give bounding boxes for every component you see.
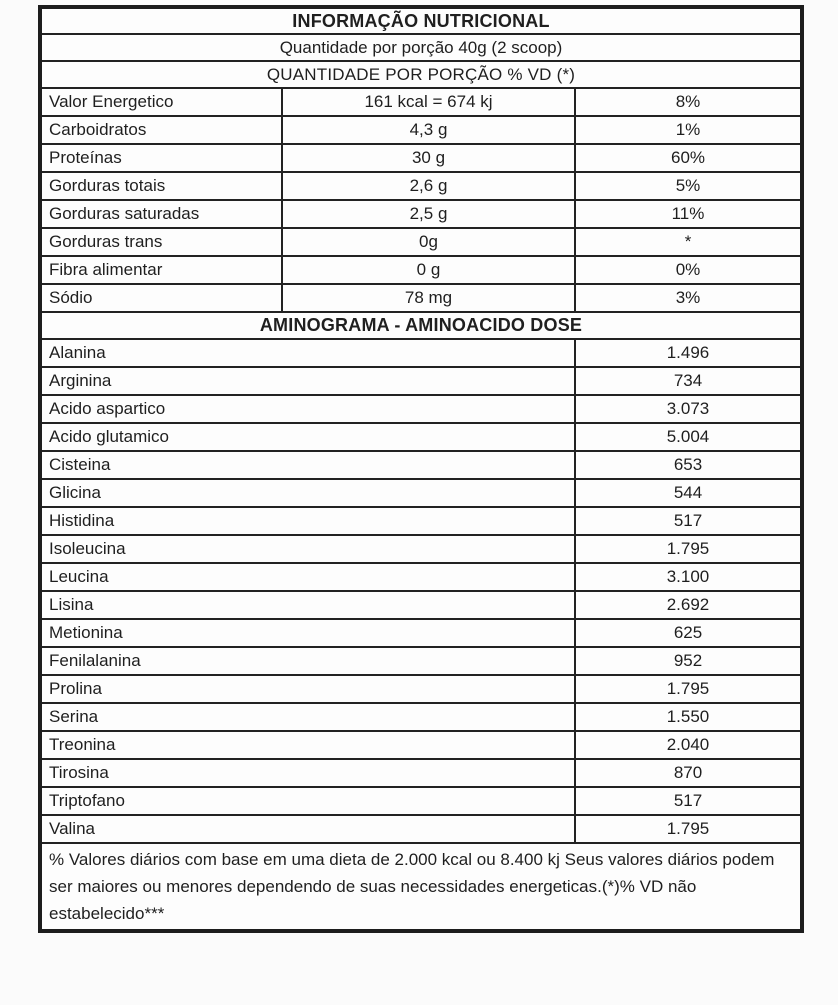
columns-header-text: QUANTIDADE POR PORÇÃO % VD (*) — [40, 61, 802, 88]
table-row — [40, 591, 802, 619]
amino-label: Prolina — [40, 675, 575, 703]
amino-label: Histidina — [40, 507, 575, 535]
table-title-row — [40, 7, 802, 34]
amino-dose: 1.550 — [575, 703, 802, 731]
table-row — [40, 759, 802, 787]
nutrient-amount: 30 g — [282, 144, 575, 172]
serving-row — [40, 34, 802, 61]
nutrient-vd: 0% — [575, 256, 802, 284]
amino-dose: 2.692 — [575, 591, 802, 619]
amino-label: Acido aspartico — [40, 395, 575, 423]
nutrient-label: Gorduras saturadas — [40, 200, 282, 228]
nutrient-label: Valor Energetico — [40, 88, 282, 116]
amino-dose: 1.496 — [575, 339, 802, 367]
amino-dose: 1.795 — [575, 675, 802, 703]
amino-dose: 1.795 — [575, 535, 802, 563]
table-row — [40, 367, 802, 395]
serving-size-text: Quantidade por porção 40g (2 scoop) — [40, 34, 802, 61]
amino-dose: 544 — [575, 479, 802, 507]
amino-label: Valina — [40, 815, 575, 843]
nutrient-amount: 0 g — [282, 256, 575, 284]
nutrition-facts-table — [38, 5, 804, 933]
amino-label: Acido glutamico — [40, 423, 575, 451]
amino-label: Cisteina — [40, 451, 575, 479]
table-row — [40, 787, 802, 815]
amino-label: Fenilalanina — [40, 647, 575, 675]
table-row — [40, 144, 802, 172]
nutrient-amount: 0g — [282, 228, 575, 256]
table-row — [40, 479, 802, 507]
nutrient-label: Carboidratos — [40, 116, 282, 144]
table-row — [40, 535, 802, 563]
amino-dose: 5.004 — [575, 423, 802, 451]
nutrient-vd: 60% — [575, 144, 802, 172]
table-row — [40, 647, 802, 675]
aminogram-header-row — [40, 312, 802, 339]
nutrient-vd: 5% — [575, 172, 802, 200]
nutrient-vd: 1% — [575, 116, 802, 144]
table-row — [40, 116, 802, 144]
amino-label: Treonina — [40, 731, 575, 759]
amino-label: Arginina — [40, 367, 575, 395]
amino-label: Alanina — [40, 339, 575, 367]
table-row — [40, 172, 802, 200]
amino-dose: 2.040 — [575, 731, 802, 759]
amino-dose: 517 — [575, 507, 802, 535]
amino-dose: 653 — [575, 451, 802, 479]
table-title: INFORMAÇÃO NUTRICIONAL — [40, 7, 802, 34]
table-row — [40, 395, 802, 423]
table-row — [40, 423, 802, 451]
nutrient-label: Proteínas — [40, 144, 282, 172]
table-row — [40, 675, 802, 703]
nutrient-label: Fibra alimentar — [40, 256, 282, 284]
table-row — [40, 200, 802, 228]
nutrient-vd: 3% — [575, 284, 802, 312]
amino-label: Serina — [40, 703, 575, 731]
amino-dose: 625 — [575, 619, 802, 647]
nutrient-amount: 2,5 g — [282, 200, 575, 228]
nutrient-vd: 8% — [575, 88, 802, 116]
amino-label: Glicina — [40, 479, 575, 507]
nutrient-label: Sódio — [40, 284, 282, 312]
nutrient-amount: 78 mg — [282, 284, 575, 312]
amino-label: Leucina — [40, 563, 575, 591]
nutrient-amount: 161 kcal = 674 kj — [282, 88, 575, 116]
amino-label: Lisina — [40, 591, 575, 619]
nutrient-amount: 2,6 g — [282, 172, 575, 200]
amino-label: Tirosina — [40, 759, 575, 787]
nutrient-vd: * — [575, 228, 802, 256]
table-row — [40, 284, 802, 312]
table-row — [40, 703, 802, 731]
aminogram-header-text: AMINOGRAMA - AMINOACIDO DOSE — [40, 312, 802, 339]
amino-dose: 870 — [575, 759, 802, 787]
nutrient-label: Gorduras trans — [40, 228, 282, 256]
columns-header-row — [40, 61, 802, 88]
amino-dose: 3.100 — [575, 563, 802, 591]
amino-label: Isoleucina — [40, 535, 575, 563]
footnote-text: % Valores diários com base em uma dieta de 2.000 kcal ou 8.400 kj Seus valores diários podem ser maiores ou menores dependendo de suas necessidades energeticas.(*)% VD não estabelecido*** — [40, 843, 802, 931]
amino-dose: 734 — [575, 367, 802, 395]
amino-label: Triptofano — [40, 787, 575, 815]
table-row — [40, 88, 802, 116]
table-row — [40, 507, 802, 535]
table-row — [40, 256, 802, 284]
table-row — [40, 619, 802, 647]
footnote-row — [40, 843, 802, 931]
table-row — [40, 228, 802, 256]
table-row — [40, 563, 802, 591]
nutrient-vd: 11% — [575, 200, 802, 228]
table-row — [40, 731, 802, 759]
amino-dose: 517 — [575, 787, 802, 815]
table-row — [40, 451, 802, 479]
nutrient-amount: 4,3 g — [282, 116, 575, 144]
table-row — [40, 339, 802, 367]
amino-dose: 1.795 — [575, 815, 802, 843]
table-row — [40, 815, 802, 843]
nutrient-label: Gorduras totais — [40, 172, 282, 200]
amino-dose: 3.073 — [575, 395, 802, 423]
amino-label: Metionina — [40, 619, 575, 647]
amino-dose: 952 — [575, 647, 802, 675]
